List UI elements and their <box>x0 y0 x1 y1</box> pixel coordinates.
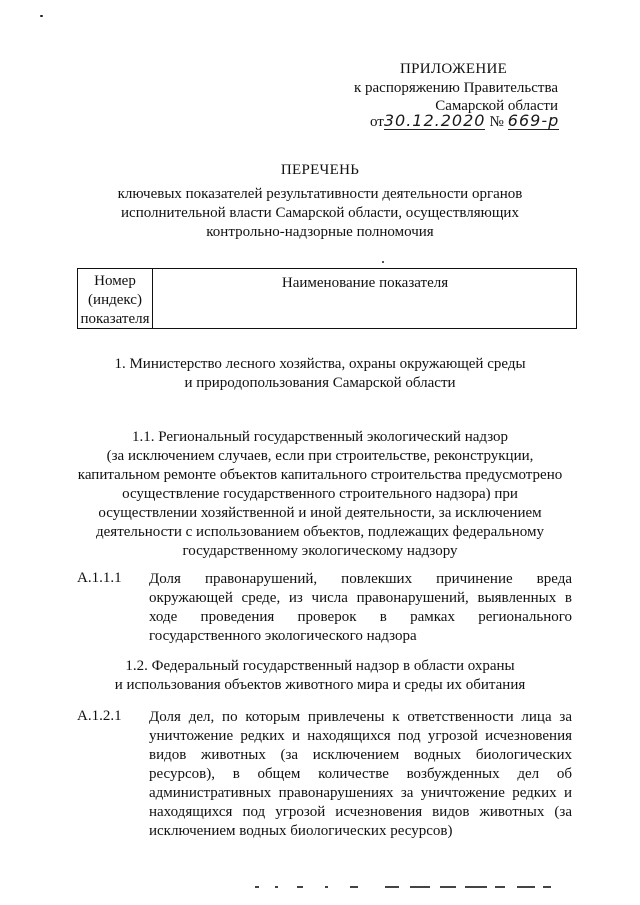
title-sub-2: исполнительной власти Самарской области, осуществляющих <box>121 205 519 221</box>
section-1-1-heading <box>60 428 580 561</box>
col-index-line-2: (индекс) <box>88 292 142 308</box>
scan-dot <box>255 886 259 888</box>
from-label: от <box>370 114 384 130</box>
handwritten-date: 30.12.2020 <box>383 111 486 130</box>
scan-dot <box>410 886 430 888</box>
list-title <box>60 162 580 242</box>
col-index-line-1: Номер <box>94 273 136 289</box>
section-1-heading <box>60 355 580 393</box>
appendix-title: ПРИЛОЖЕНИЕ <box>400 61 508 77</box>
scan-dot <box>517 886 535 888</box>
scan-dot <box>275 886 278 888</box>
title-main: ПЕРЕЧЕНЬ <box>280 162 360 178</box>
scan-dot <box>465 886 487 888</box>
scan-dot <box>440 886 456 888</box>
section-1-line-2: и природопользования Самарской области <box>184 375 456 391</box>
appendix-date-number <box>370 113 559 131</box>
scan-noise <box>255 886 555 892</box>
header-table <box>77 268 577 329</box>
section-1-2-heading <box>60 657 580 695</box>
appendix-line-1: к распоряжению Правительства <box>353 80 558 96</box>
title-sub-3: контрольно-надзорные полномочия <box>206 224 434 240</box>
scan-dot <box>325 886 328 888</box>
appendix-line-2: Самарской области <box>435 98 558 114</box>
table-col-name: Наименование показателя <box>281 275 449 291</box>
scan-dot <box>495 886 505 888</box>
section-1-2-line-1: 1.2. Федеральный государственный надзор в области охраны <box>125 658 515 674</box>
section-1-1-line-2: (за исключением случаев, если при строительстве, реконструкции, <box>106 448 534 464</box>
scan-dot <box>385 886 399 888</box>
section-1-1-line-3: капитальном ремонте объектов капитального строительства предусмотрено <box>77 467 563 483</box>
scan-mark <box>40 15 43 17</box>
indicator-code: А.1.2.1 <box>77 708 122 724</box>
col-index-line-3: показателя <box>80 311 150 327</box>
indicator-text: Доля правонарушений, повлекших причинение вреда окружающей среде, из числа правонарушений, выявленных в ходе проведения проверок в рамках регионального государственного экологического надзора <box>149 571 572 644</box>
section-1-2-line-2: и использования объектов животного мира и среды их обитания <box>114 677 526 693</box>
number-label: № <box>489 114 504 130</box>
title-sub-1: ключевых показателей результативности деятельности органов <box>117 186 523 202</box>
scan-dot <box>543 886 551 888</box>
table-col-index <box>78 269 153 328</box>
indicator-code: А.1.1.1 <box>77 570 122 586</box>
scan-dot <box>350 886 358 888</box>
section-1-line-1: 1. Министерство лесного хозяйства, охраны окружающей среды <box>114 356 526 372</box>
section-1-1-line-7: государственному экологическому надзору <box>182 543 458 559</box>
scan-dot <box>297 886 303 888</box>
section-1-1-line-1: 1.1. Региональный государственный экологический надзор <box>131 429 509 445</box>
handwritten-number: 669-р <box>507 111 560 130</box>
scan-mark <box>382 261 384 263</box>
section-1-1-line-4: осуществление государственного строительного надзора) при <box>122 486 518 502</box>
section-1-1-line-6: деятельности с использованием объектов, подлежащих федеральному <box>96 524 544 540</box>
section-1-1-line-5: осуществлении хозяйственной и иной деятельности, за исключением <box>98 505 542 521</box>
indicator-text: Доля дел, по которым привлечены к ответственности лица за уничтожение редких и находящихся под угрозой исчезновения видов животных (за исключением водных биологических ресурсов), в общем количестве возбужденных дел об административных правонарушениях за уничтожение редких и находящихся под угрозой исчезновения видов животных (за исключением водных биологических ресурсов) <box>149 709 572 839</box>
